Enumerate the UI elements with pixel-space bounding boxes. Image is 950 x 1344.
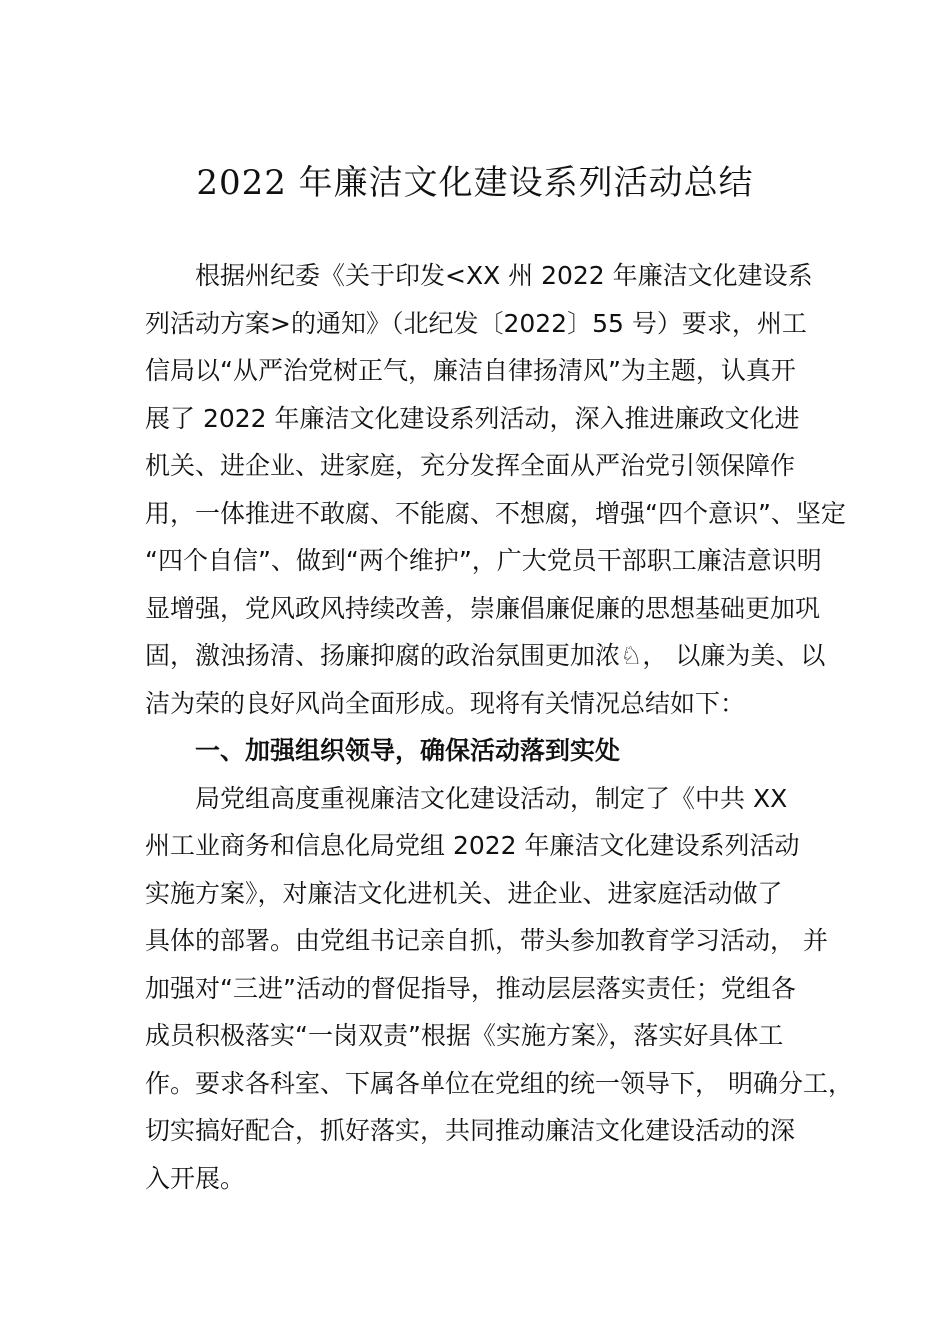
document-body [145,252,853,1202]
paragraph-1-line-9: 固，激浊扬清、扬廉抑腐的政治氛围更加浓♘， 以廉为美、以 [145,641,826,670]
paragraph-2-line-4: 具体的部署。由党组书记亲自抓，带头参加教育学习活动， 并 [145,926,828,955]
paragraph-1-line-4: 展了 2022 年廉洁文化建设系列活动，深入推进廉政文化进 [145,403,800,433]
paragraph-2-line-2: 州工业商务和信息化局党组 2022 年廉洁文化建设系列活动 [145,831,800,860]
paragraph-2-line-6: 成员积极落实“一岗双责”根据《实施方案》，落实好具体工 [145,1021,784,1050]
paragraph-1-line-8: 显增强，党风政风持续改善，崇廉倡廉促廉的思想基础更加巩 [145,593,821,623]
paragraph-2-line-9: 入开展。 [145,1163,246,1193]
paragraph-2-line-3: 实施方案》，对廉洁文化进机关、进企业、进家庭活动做了 [145,878,783,908]
paragraph-1-line-7: “四个自信”、做到“两个维护”，广大党员干部职工廉洁意识明 [145,546,822,575]
paragraph-2-line-5: 加强对“三进”活动的督促指导，推动层层落实责任；党组各 [145,973,796,1003]
paragraph-1-line-3: 信局以“从严治党树正气，廉洁自律扬清风”为主题，认真开 [145,356,796,385]
section-heading-1: 一、加强组织领导，确保活动落到实处 [195,736,621,765]
document-title: 2022 年廉洁文化建设系列活动总结 [196,163,754,203]
paragraph-1-line-2: 列活动方案>的通知》（北纪发〔2022〕55 号）要求，州工 [145,308,807,338]
paragraph-1-line-1: 根据州纪委《关于印发<XX 州 2022 年廉洁文化建设系 [195,261,813,290]
paragraph-1-line-5: 机关、进企业、进家庭，充分发挥全面从严治党引领保障作 [145,451,796,480]
paragraph-1-line-6: 用，一体推进不敢腐、不能腐、不想腐，增强“四个意识”、坚定 [145,498,846,528]
paragraph-2-line-8: 切实搞好配合，抓好落实，共同推动廉洁文化建设活动的深 [145,1116,796,1145]
paragraph-2-line-7: 作。要求各科室、下属各单位在党组的统一领导下， 明确分工， [145,1068,853,1098]
paragraph-2-line-1: 局党组高度重视廉洁文化建设活动，制定了《中共 XX [195,783,788,813]
paragraph-1-line-10: 洁为荣的良好风尚全面形成。现将有关情况总结如下： [145,688,746,718]
